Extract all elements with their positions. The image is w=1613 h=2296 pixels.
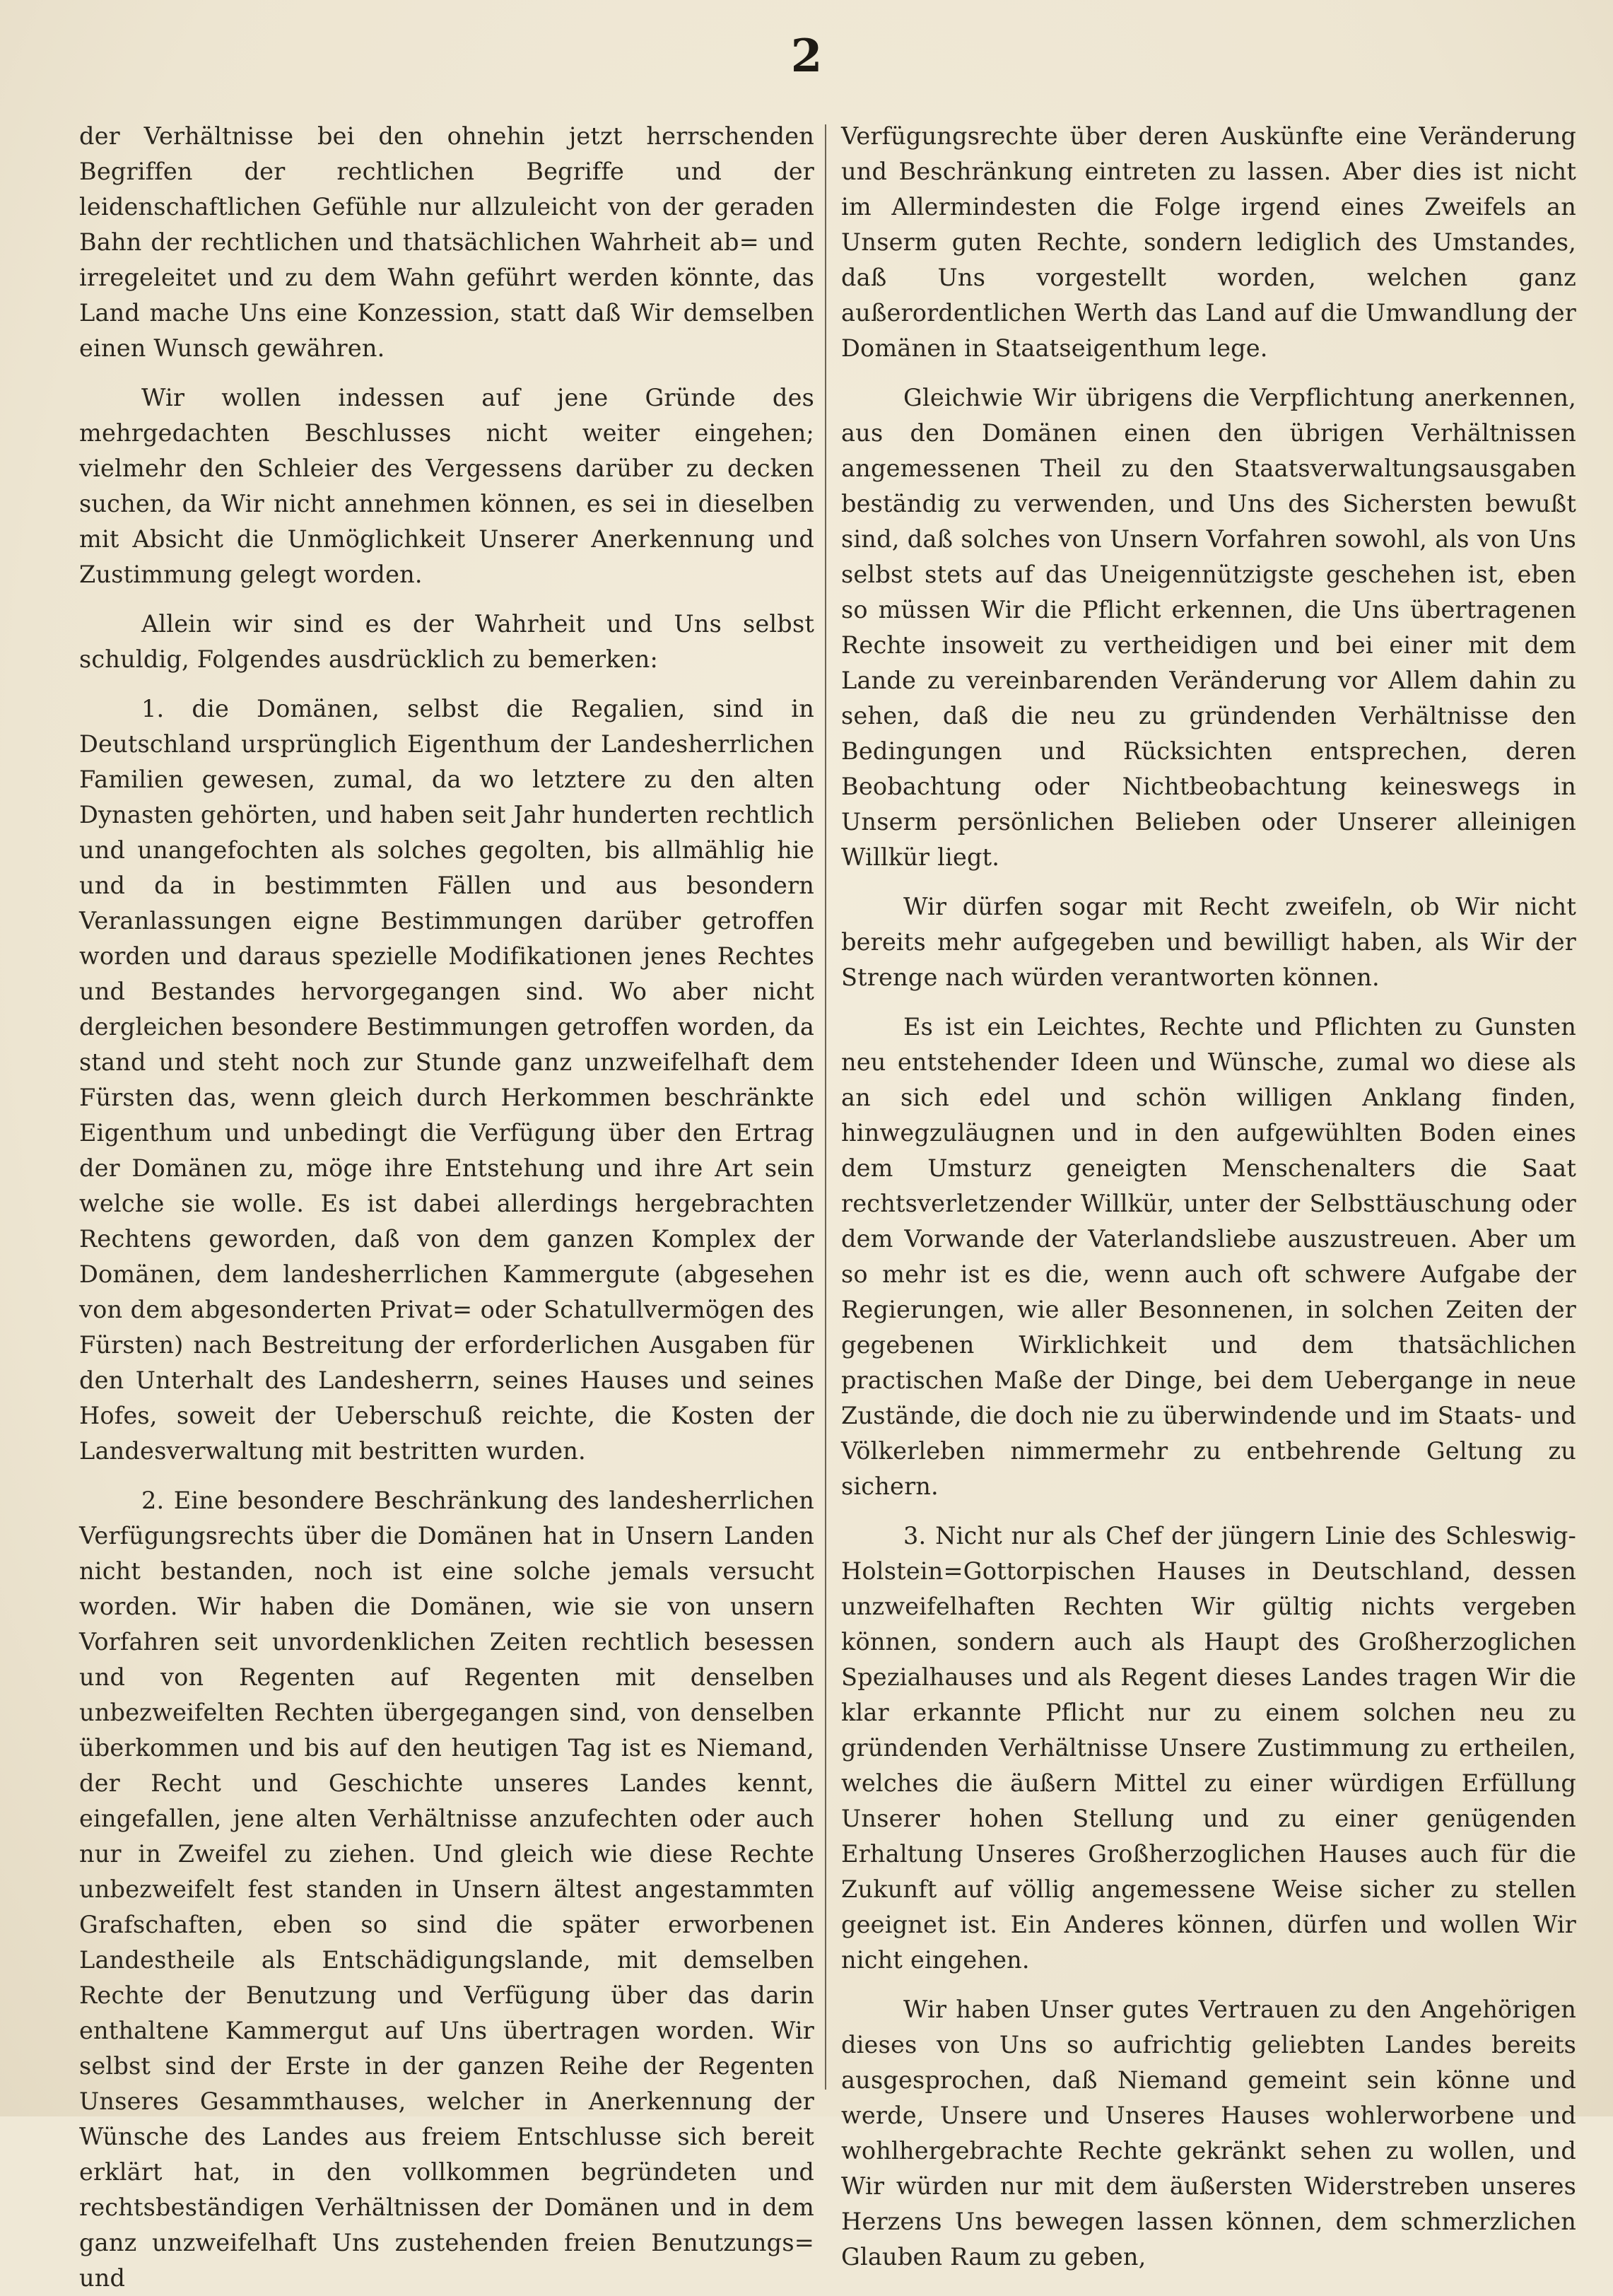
right-column [841, 119, 1576, 2271]
left-paragraph-1: der Verhältnisse bei den ohnehin jetzt herrschenden Begriffen der rechtlichen Begriffe und der leidenschaftlichen Gefühle nur allzuleicht von der geraden Bahn der rechtlichen und thatsächlichen Wahrheit ab= und irregeleitet und zu dem Wahn geführt werden könnte, das Land mache Uns eine Konzession, statt daß Wir demselben einen Wunsch gewähren. [79, 122, 814, 362]
right-paragraph-4: Es ist ein Leichtes, Rechte und Pflichten zu Gunsten neu entstehender Ideen und Wünsche, zumal wo diese als an sich edel und schön willigen Anklang finden, hinwegzuläugnen und in den aufgewühlten Boden eines dem Umsturz geneigten Menschenalters die Saat rechtsverletzender Willkür, unter der Selbsttäuschung oder dem Vorwande der Vaterlandsliebe auszustreuen. Aber um so mehr ist es die, wenn auch oft schwere Aufgabe der Regierungen, wie aller Besonnenen, in solchen Zeiten der gegebenen Wirklichkeit und dem thatsächlichen practischen Maße der Dinge, bei dem Uebergange in neue Zustände, die doch nie zu überwindende und im Staats- und Völkerleben nimmermehr zu entbehrende Geltung zu sichern. [841, 1013, 1576, 1500]
right-paragraph-2: Gleichwie Wir übrigens die Verpflichtung anerkennen, aus den Domänen einen den übrigen Verhältnissen angemessenen Theil zu den Staatsverwaltungsausgaben beständig zu verwenden, und Uns des Sichersten bewußt sind, daß solches von Unsern Vorfahren sowohl, als von Uns selbst stets auf das Uneigennützigste geschehen ist, eben so müssen Wir die Pflicht erkennen, die Uns übertragenen Rechte insoweit zu vertheidigen und bei einer mit dem Lande zu vereinbarenden Veränderung vor Allem dahin zu sehen, daß die neu zu gründenden Verhältnisse den Bedingungen und Rücksichten entsprechen, deren Beobachtung oder Nichtbeobachtung keineswegs in Unserm persönlichen Belieben oder Unserer alleinigen Willkür liegt. [841, 384, 1576, 871]
right-paragraph-6: Wir haben Unser gutes Vertrauen zu den Angehörigen dieses von Uns so aufrichtig geliebten Landes bereits ausgesprochen, daß Niemand gemeint sein könne und werde, Unsere und Unseres Hauses wohlerworbene und wohlhergebrachte Rechte gekränkt sehen zu wollen, und Wir würden nur mit dem äußersten Widerstreben unseres Herzens Uns bewegen lassen können, dem schmerzlichen Glauben Raum zu geben, [841, 1996, 1576, 2271]
right-paragraph-3: Wir dürfen sogar mit Recht zweifeln, ob Wir nicht bereits mehr aufgegeben und bewilligt haben, als Wir der Strenge nach würden verantworten können. [841, 893, 1576, 991]
page-number: 2 [790, 30, 823, 83]
right-paragraph-5: 3. Nicht nur als Chef der jüngern Linie des Schleswig-Holstein=Gottorpischen Hauses in Deutschland, dessen unzweifelhaften Rechten Wir gültig nichts vergeben können, sondern auch als Haupt des Großherzoglichen Spezialhauses und als Regent dieses Landes tragen Wir die klar erkannte Pflicht nur zu einem solchen neu zu gründenden Verhältnisse Unsere Zustimmung zu ertheilen, welches die äußern Mittel zu einer würdigen Erfüllung Unserer hohen Stellung und zu einer genügenden Erhaltung Unseres Großherzoglichen Hauses auch für die Zukunft auf völlig angemessene Weise sicher zu stellen geeignet ist. Ein Anderes können, dürfen und wollen Wir nicht eingehen. [841, 1522, 1576, 1974]
left-paragraph-4: 1. die Domänen, selbst die Regalien, sind in Deutschland ursprünglich Eigenthum der Landesherrlichen Familien gewesen, zumal, da wo letztere zu den alten Dynasten gehörten, und haben seit Jahr hunderten rechtlich und unangefochten als solches gegolten, bis allmählig hie und da in bestimmten Fällen und aus besondern Veranlassungen eigne Bestimmungen darüber getroffen worden und daraus spezielle Modifikationen jenes Rechtes und Bestandes hervorgegangen sind. Wo aber nicht dergleichen besondere Bestimmungen getroffen worden, da stand und steht noch zur Stunde ganz unzweifelhaft dem Fürsten das, wenn gleich durch Herkommen beschränkte Eigenthum und unbedingt die Verfügung über den Ertrag der Domänen zu, möge ihre Entstehung und ihre Art sein welche sie wolle. Es ist dabei allerdings hergebrachten Rechtens geworden, daß von dem ganzen Komplex der Domänen, dem landesherrlichen Kammergute (abgesehen von dem abgesonderten Privat= oder Schatullvermögen des Fürsten) nach Bestreitung der erforderlichen Ausgaben für den Unterhalt des Landesherrn, seines Hauses und seines Hofes, soweit der Ueberschuß reichte, die Kosten der Landesverwaltung mit bestritten wurden. [79, 695, 814, 1465]
left-paragraph-3: Allein wir sind es der Wahrheit und Uns selbst schuldig, Folgendes ausdrücklich zu bemerken: [79, 610, 814, 673]
right-paragraph-1: Verfügungsrechte über deren Auskünfte eine Veränderung und Beschränkung eintreten zu lassen. Aber dies ist nicht im Allermindesten die Folge irgend eines Zweifels an Unserm guten Rechte, sondern lediglich des Umstandes, daß Uns vorgestellt worden, welchen ganz außerordentlichen Werth das Land auf die Umwandlung der Domänen in Staatseigenthum lege. [841, 122, 1576, 362]
left-column [79, 119, 814, 2292]
left-paragraph-5: 2. Eine besondere Beschränkung des landesherrlichen Verfügungsrechts über die Domänen hat in Unsern Landen nicht bestanden, noch ist eine solche jemals versucht worden. Wir haben die Domänen, wie sie von unsern Vorfahren seit unvordenklichen Zeiten rechtlich besessen und von Regenten auf Regenten mit denselben unbezweifelten Rechten übergegangen sind, von denselben überkommen und bis auf den heutigen Tag ist es Niemand, der Recht und Geschichte unseres Landes kennt, eingefallen, jene alten Verhältnisse anzufechten oder auch nur in Zweifel zu ziehen. Und gleich wie diese Rechte unbezweifelt fest standen in Unsern ältest angestammten Grafschaften, eben so sind die später erworbenen Landestheile als Entschädigungslande, mit demselben Rechte der Benutzung und Verfügung über das darin enthaltene Kammergut auf Uns übertragen worden. Wir selbst sind der Erste in der ganzen Reihe der Regenten Unseres Gesammthauses, welcher in Anerkennung der Wünsche des Landes aus freiem Entschlusse sich bereit erklärt hat, in den vollkommen begründeten und rechtsbeständigen Verhältnissen der Domänen und in dem ganz unzweifelhaft Uns zustehenden freien Benutzungs= und [79, 1487, 814, 2292]
left-paragraph-2: Wir wollen indessen auf jene Gründe des mehrgedachten Beschlusses nicht weiter eingehen; vielmehr den Schleier des Vergessens darüber zu decken suchen, da Wir nicht annehmen können, es sei in dieselben mit Absicht die Unmöglichkeit Unserer Anerkennung und Zustimmung gelegt worden. [79, 384, 814, 588]
column-divider [825, 124, 826, 2090]
